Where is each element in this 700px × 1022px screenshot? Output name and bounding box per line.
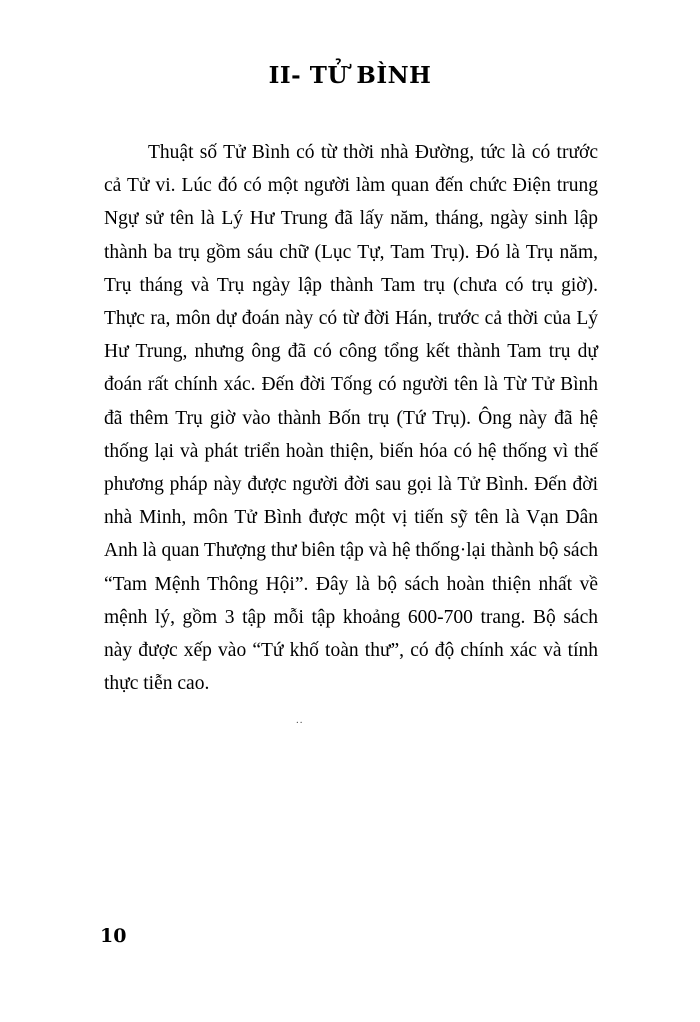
section-heading: II- TỬ BÌNH — [268, 62, 432, 89]
body-text-block — [104, 136, 598, 700]
paragraph-1: Thuật số Tử Bình có từ thời nhà Đường, tức là có trước cả Tử vi. Lúc đó có một người làm quan đến chức Điện trung Ngự sử tên là Lý Hư Trung đã lấy năm, tháng, ngày sinh lập thành ba trụ gồm sáu chữ (Lục Tự, Tam Trụ). Đó là Trụ năm, Trụ tháng và Trụ ngày lập thành Tam trụ (chưa có trụ giờ). Thực ra, môn dự đoán này có từ đời Hán, trước cả thời của Lý Hư Trung, nhưng ông đã có công tổng kết thành Tam trụ dự đoán rất chính xác. Đến đời Tống có người tên là Từ Tử Bình đã thêm Trụ giờ vào thành Bốn trụ (Tứ Trụ). Ông này đã hệ thống lại và phát triển hoàn thiện, biến hóa có hệ thống vì thế phương pháp này được người đời sau gọi là Tử Bình. Đến đời nhà Minh, môn Tử Bình được một vị tiến sỹ tên là Vạn Dân Anh là quan Thượng thư biên tập và hệ thống·lại thành bộ sách “Tam Mệnh Thông Hội”. Đây là bộ sách hoàn thiện nhất về mệnh lý, gồm 3 tập mỗi tập khoảng 600-700 trang. Bộ sách này được xếp vào “Tứ khố toàn thư”, có độ chính xác và tính thực tiễn cao. — [104, 142, 598, 695]
page-number: 10 — [100, 925, 127, 947]
scan-artifact-mark: .. — [296, 714, 304, 726]
